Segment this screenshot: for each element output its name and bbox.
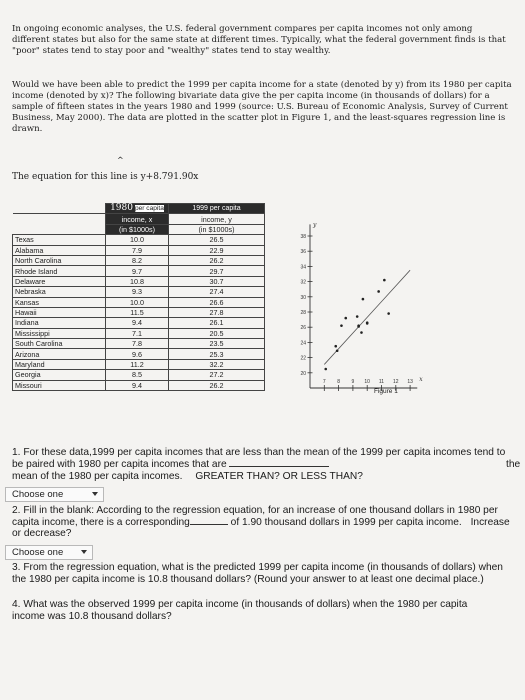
table-header-row-2: income, x income, y [13, 214, 265, 224]
state-cell: Missouri [13, 380, 106, 390]
state-cell: Maryland [13, 359, 106, 369]
y-tick-label: 26 [300, 325, 306, 332]
data-point [360, 331, 363, 334]
table-row [13, 339, 265, 349]
y-tick-label: 28 [300, 310, 306, 316]
table-row [13, 255, 265, 265]
q1-answer-blank [229, 466, 329, 467]
state-cell: Mississippi [13, 328, 106, 338]
table-row [13, 307, 265, 317]
q1-text-b: mean of the 1980 per capita incomes. [12, 471, 183, 482]
data-point [362, 298, 365, 301]
income-1980-cell: 8.5 [106, 370, 169, 380]
data-point [357, 324, 360, 327]
data-point [377, 290, 380, 293]
income-1999-cell: 26.2 [169, 380, 265, 390]
data-point [387, 312, 390, 315]
data-point [324, 368, 327, 371]
state-cell: Delaware [13, 276, 106, 286]
table-body [13, 235, 265, 391]
income-1999-cell: 26.1 [169, 318, 265, 328]
income-1999-cell: 26.6 [169, 297, 265, 307]
data-point [356, 315, 359, 318]
table-row [13, 266, 265, 276]
table-row [13, 318, 265, 328]
x-tick-label: 13 [407, 379, 413, 385]
x-tick-label: 10 [364, 379, 370, 385]
col1-header: 1980 per capita [106, 204, 169, 214]
income-1999-cell: 27.4 [169, 287, 265, 297]
income-1999-cell: 26.2 [169, 255, 265, 265]
figure-caption: Figure 1 [374, 388, 398, 395]
hat-mark: ^ [117, 156, 124, 165]
state-cell: Indiana [13, 318, 106, 328]
income-1980-cell: 9.4 [106, 380, 169, 390]
intro-paragraph-2: Would we have been able to predict the 1999 per capita income for a state (denoted by y) from its 1980 per capita income (denoted by x)? The following bivariate data give the per capita income (in thousands of dollars) for a sample of fifteen states in the years 1980 and 1999 (source: U.S. Bureau of Economic Analysis, Survey of Current Business, May 2000). The data are plotted in the scatter plot in Figure 1, and the least-squares regression line is drawn. [12, 80, 512, 134]
y-tick-label: 38 [300, 234, 306, 240]
data-table [12, 203, 265, 391]
income-1980-cell: 10.0 [106, 235, 169, 245]
table-row [13, 349, 265, 359]
q1-choose-one-dropdown[interactable]: Choose one [5, 487, 104, 502]
income-1980-cell: 10.0 [106, 297, 169, 307]
data-point [383, 279, 386, 282]
question-3: 3. From the regression equation, what is the predicted 1999 per capita income (in thousands of dollars) when the 1980 per capita income is 10.8 thousand dollars? (Round your answer to at least one decimal place.) [12, 562, 503, 585]
income-1999-cell: 25.3 [169, 349, 265, 359]
regression-equation: The equation for this line is y+8.791.90x [12, 172, 199, 182]
y-tick-label: 32 [300, 279, 306, 286]
income-1999-cell: 29.7 [169, 266, 265, 276]
income-1980-cell: 11.5 [106, 307, 169, 317]
data-point [340, 324, 343, 327]
table-row [13, 297, 265, 307]
q2-choose-one-dropdown[interactable]: Choose one [5, 545, 93, 560]
chevron-down-icon [81, 550, 87, 554]
y-tick-label: 36 [300, 249, 306, 256]
q2-prompt: Increase or decrease? [12, 516, 510, 540]
income-1999-cell: 26.5 [169, 235, 265, 245]
income-1980-cell: 7.1 [106, 328, 169, 338]
state-cell: Nebraska [13, 287, 106, 297]
chevron-down-icon [92, 492, 98, 496]
table-row [13, 245, 265, 255]
data-point [336, 349, 339, 352]
state-cell: Hawaii [13, 307, 106, 317]
income-1999-cell: 27.8 [169, 307, 265, 317]
income-1980-cell: 9.4 [106, 318, 169, 328]
question-4: 4. What was the observed 1999 per capita income (in thousands of dollars) when the 1980 per capita income was 10.8 thousand dollars? [12, 599, 468, 622]
table-row [13, 328, 265, 338]
data-point [366, 321, 369, 324]
y-tick-label: 30 [300, 294, 306, 301]
table-row [13, 370, 265, 380]
state-cell: South Carolina [13, 339, 106, 349]
y-tick-label: 24 [300, 340, 306, 347]
question-1: 1. For these data,1999 per capita incomes that are less than the mean of the 1999 per capita incomes tend to be paired with 1980 per capita incomes that are [12, 447, 506, 470]
col2-header: 1999 per capita [169, 204, 265, 214]
state-cell: Georgia [13, 370, 106, 380]
q2-answer-blank [190, 524, 228, 525]
data-point [344, 317, 347, 320]
state-cell: Kansas [13, 297, 106, 307]
table-row [13, 235, 265, 245]
income-1999-cell: 23.5 [169, 339, 265, 349]
y-axis-label: y [313, 221, 317, 229]
x-tick-label: 9 [351, 379, 355, 385]
income-1999-cell: 22.9 [169, 245, 265, 255]
q1-prompt: GREATER THAN? OR LESS THAN? [195, 471, 363, 482]
income-1980-cell: 9.7 [106, 266, 169, 276]
table-row [13, 276, 265, 286]
income-1980-cell: 10.8 [106, 276, 169, 286]
y-tick-label: 22 [300, 355, 306, 362]
income-1980-cell: 8.2 [106, 255, 169, 265]
income-1980-cell: 7.8 [106, 339, 169, 349]
state-cell: Arizona [13, 349, 106, 359]
income-1999-cell: 27.2 [169, 370, 265, 380]
income-1980-cell: 9.3 [106, 287, 169, 297]
income-1999-cell: 20.5 [169, 328, 265, 338]
state-cell: Rhode Island [13, 266, 106, 276]
scatter-plot [272, 210, 422, 410]
income-1999-cell: 30.7 [169, 276, 265, 286]
x-tick-label: 11 [378, 379, 385, 385]
y-tick-label: 34 [300, 264, 306, 271]
x-axis-label: x [419, 376, 423, 383]
table-row [13, 380, 265, 390]
x-tick-label: 7 [322, 379, 326, 385]
income-1980-cell: 7.9 [106, 245, 169, 255]
data-point [334, 345, 337, 348]
table-row [13, 287, 265, 297]
state-cell: North Carolina [13, 255, 106, 265]
x-tick-label: 12 [393, 379, 399, 385]
intro-paragraph-1: In ongoing economic analyses, the U.S. federal government compares per capita incomes not only among different states but also for the same state at different times. Typically, what the federal government finds is that "poor" states tend to stay poor and "wealthy" states tend to stay wealthy. [12, 24, 506, 56]
question-2: 2. Fill in the blank: According to the regression equation, for an increase of one thousand dollars in 1980 per capita income, there is a corresponding of 1.90 thousand dollars in 1999 per capita income. Increase or decrease? [12, 505, 510, 540]
table-header-row-3: (in $1000s) (in $1000s) [13, 224, 265, 234]
y-tick-label: 20 [300, 370, 306, 377]
income-1980-cell: 9.6 [106, 349, 169, 359]
q1-the-word: the [506, 459, 521, 470]
income-1980-cell: 11.2 [106, 359, 169, 369]
income-1999-cell: 32.2 [169, 359, 265, 369]
table-header-row-1 [13, 204, 265, 214]
x-tick-label: 8 [337, 379, 340, 385]
state-cell: Alabama [13, 245, 106, 255]
table-row [13, 359, 265, 369]
state-cell: Texas [13, 235, 106, 245]
